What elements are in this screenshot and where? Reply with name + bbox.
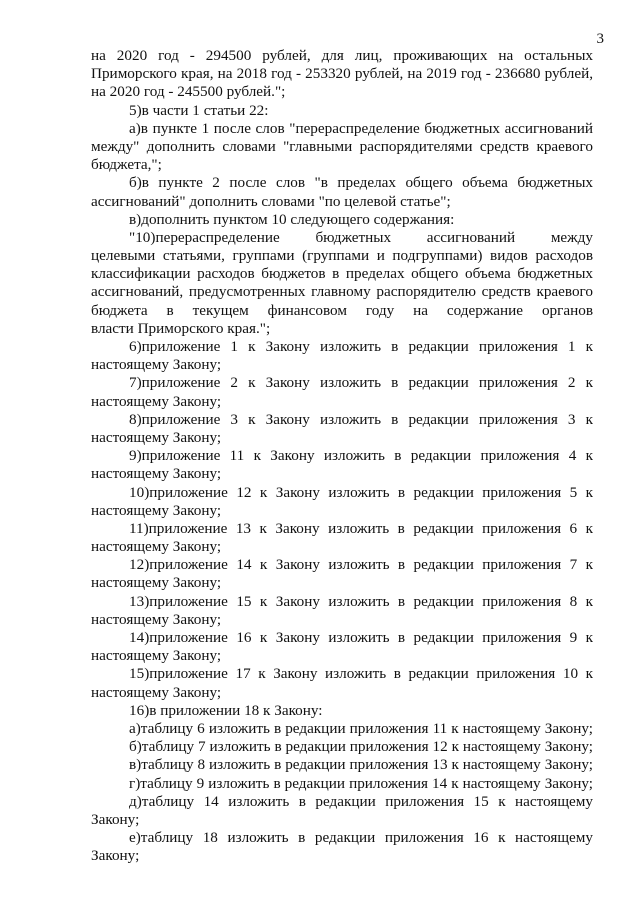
text-line: настоящему Закону; bbox=[91, 428, 222, 446]
text-line: г)таблицу 9 изложить в редакции приложения 14 к настоящему Закону; bbox=[129, 774, 593, 792]
text-line: ассигнований" дополнить словами "по целевой статье"; bbox=[91, 192, 451, 210]
text-line: е)таблицу 18 изложить в редакции приложения 16 к настоящему bbox=[129, 829, 593, 847]
text-line: настоящему Закону; bbox=[91, 356, 222, 374]
text-line: д)таблицу 14 изложить в редакции приложения 15 к настоящему bbox=[129, 792, 593, 810]
text-line: 15)приложение 17 к Закону изложить в редакции приложения 10 к bbox=[129, 665, 593, 683]
text-line: б)в пункте 2 после слов "в пределах общего объема бюджетных bbox=[129, 174, 593, 192]
text-line: 6)приложение 1 к Закону изложить в редакции приложения 1 к bbox=[129, 338, 593, 355]
text-line: Приморского края, на 2018 год - 253320 рублей, на 2019 год - 236680 рублей, bbox=[91, 65, 593, 83]
text-line: "10)перераспределение бюджетных ассигнований между bbox=[129, 228, 593, 246]
text-line: настоящему Закону; bbox=[91, 647, 222, 665]
text-line: 5)в части 1 статьи 22: bbox=[129, 101, 269, 119]
text-line: бюджета в текущем финансовом году на содержание органов bbox=[91, 301, 593, 319]
text-line: 16)в приложении 18 к Закону: bbox=[129, 701, 323, 719]
text-line: власти Приморского края."; bbox=[91, 319, 271, 337]
text-line: 14)приложение 16 к Закону изложить в редакции приложения 9 к bbox=[129, 629, 593, 646]
text-line: между" дополнить словами "главными распорядителями средств краевого bbox=[91, 137, 593, 155]
text-line: 12)приложение 14 к Закону изложить в редакции приложения 7 к bbox=[129, 556, 593, 574]
text-line: настоящему Закону; bbox=[91, 392, 222, 410]
text-line: целевыми статьями, группами (группами и подгруппами) видов расходов bbox=[91, 247, 593, 265]
text-line: а)в пункте 1 после слов "перераспределение бюджетных ассигнований bbox=[129, 119, 593, 137]
text-line: настоящему Закону; bbox=[91, 465, 222, 483]
text-line: настоящему Закону; bbox=[91, 610, 222, 628]
text-line: 10)приложение 12 к Закону изложить в редакции приложения 5 к bbox=[129, 483, 593, 501]
text-line: настоящему Закону; bbox=[91, 683, 222, 701]
text-line: 7)приложение 2 к Закону изложить в редакции приложения 2 к bbox=[129, 374, 593, 392]
text-line: настоящему Закону; bbox=[91, 501, 222, 519]
text-line: в)дополнить пунктом 10 следующего содержания: bbox=[129, 210, 455, 228]
text-line: 11)приложение 13 к Закону изложить в редакции приложения 6 к bbox=[129, 519, 593, 537]
page-number: 3 bbox=[596, 31, 604, 47]
text-line: настоящему Закону; bbox=[91, 574, 222, 592]
text-line: б)таблицу 7 изложить в редакции приложения 12 к настоящему Закону; bbox=[129, 738, 593, 756]
text-line: Закону; bbox=[91, 810, 140, 828]
text-line: 8)приложение 3 к Закону изложить в редакции приложения 3 к bbox=[129, 410, 593, 428]
text-line: 13)приложение 15 к Закону изложить в редакции приложения 8 к bbox=[129, 592, 593, 610]
text-line: ассигнований, предусмотренных главному распорядителю средств краевого bbox=[91, 283, 593, 301]
text-line: на 2020 год - 294500 рублей, для лиц, проживающих на остальных bbox=[91, 47, 593, 64]
text-line: в)таблицу 8 изложить в редакции приложения 13 к настоящему Закону; bbox=[129, 756, 593, 774]
text-line: а)таблицу 6 изложить в редакции приложения 11 к настоящему Закону; bbox=[129, 719, 593, 737]
text-line: настоящему Закону; bbox=[91, 538, 222, 556]
document-body bbox=[91, 47, 593, 865]
text-line: классификации расходов бюджетов в пределах общего объема бюджетных bbox=[91, 265, 593, 283]
text-line: на 2020 год - 245500 рублей."; bbox=[91, 83, 286, 101]
text-line: бюджета,"; bbox=[91, 156, 162, 174]
text-line: 9)приложение 11 к Закону изложить в редакции приложения 4 к bbox=[129, 447, 593, 465]
text-line: Закону; bbox=[91, 847, 140, 865]
